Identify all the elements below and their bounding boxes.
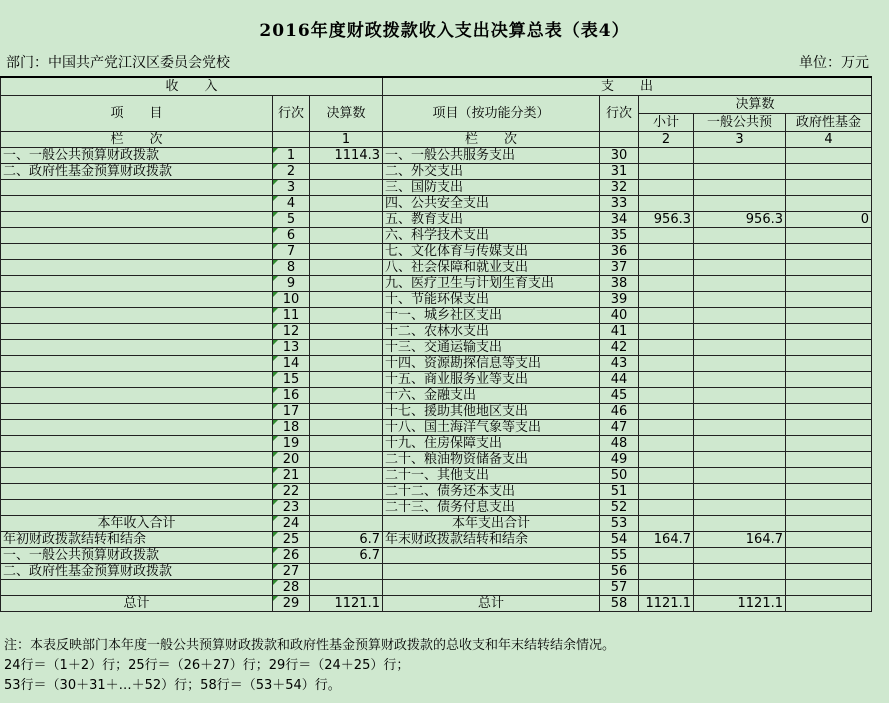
table-row [1,436,872,452]
expense-row-no: 55 [600,548,639,564]
income-amount [310,404,383,420]
expense-general-budget: 956.3 [694,212,786,228]
table-row [1,420,872,436]
table-row [1,596,872,612]
expense-general-budget [694,244,786,260]
expense-fund-budget [786,596,872,612]
expense-subtotal [639,180,694,196]
expense-row-no: 58 [600,596,639,612]
expense-item: 本年支出合计 [383,516,600,532]
income-item: 二、政府性基金预算财政拨款 [1,164,273,180]
table-row [1,308,872,324]
expense-item: 五、教育支出 [383,212,600,228]
expense-subtotal [639,452,694,468]
func-item-header: 项目（按功能分类） [383,96,600,132]
department-label: 部门：中国共产党江汉区委员会党校 [6,55,230,71]
table-row [1,452,872,468]
income-row-no: 26 [273,548,310,564]
expense-fund-budget [786,324,872,340]
table-row [1,484,872,500]
income-amount [310,484,383,500]
table-row [1,260,872,276]
expense-row-no: 38 [600,276,639,292]
income-amount [310,212,383,228]
col-2: 2 [639,132,694,148]
income-amount [310,564,383,580]
expense-general-budget [694,468,786,484]
expense-item: 二十二、债务还本支出 [383,484,600,500]
income-item [1,404,273,420]
col-4: 4 [786,132,872,148]
expense-row-no: 44 [600,372,639,388]
expense-subtotal [639,436,694,452]
unit-label: 单位：万元 [799,55,869,71]
expense-item: 八、社会保障和就业支出 [383,260,600,276]
expense-item: 四、公共安全支出 [383,196,600,212]
table-row [1,276,872,292]
expense-subtotal [639,228,694,244]
income-row-no: 2 [273,164,310,180]
expense-subtotal [639,276,694,292]
income-item [1,340,273,356]
income-item [1,500,273,516]
final-accounts-table [0,76,872,612]
income-item [1,180,273,196]
expense-general-budget [694,180,786,196]
expense-subtotal [639,148,694,164]
income-item [1,196,273,212]
expense-general-budget [694,548,786,564]
income-amount [310,324,383,340]
income-amount [310,356,383,372]
expense-fund-budget [786,260,872,276]
expense-fund-budget [786,292,872,308]
expense-fund-budget [786,532,872,548]
income-row-no: 23 [273,500,310,516]
income-amount: 6.7 [310,548,383,564]
expense-subtotal [639,404,694,420]
expense-item: 十九、住房保障支出 [383,436,600,452]
expense-general-budget [694,484,786,500]
table-row [1,212,872,228]
income-row-no: 7 [273,244,310,260]
income-amount [310,228,383,244]
expense-row-no: 50 [600,468,639,484]
expense-item: 十三、交通运输支出 [383,340,600,356]
table-row [1,564,872,580]
expense-row-no: 48 [600,436,639,452]
expense-general-budget [694,324,786,340]
expense-subtotal [639,484,694,500]
expense-item: 十四、资源勘探信息等支出 [383,356,600,372]
subtotal-header: 小计 [639,114,694,132]
income-item [1,388,273,404]
expense-general-budget [694,228,786,244]
expense-general-budget [694,196,786,212]
expense-item: 总计 [383,596,600,612]
table-row [1,580,872,596]
income-row-no: 6 [273,228,310,244]
income-row-no: 1 [273,148,310,164]
income-row-no: 24 [273,516,310,532]
income-row-no: 25 [273,532,310,548]
header-row-columns-a [1,96,872,114]
note-line-1: 注：本表反映部门本年度一般公共预算财政拨款和政府性基金预算财政拨款的总收支和年末结转结余情况。 [4,638,616,653]
income-row-no: 9 [273,276,310,292]
income-amount: 1121.1 [310,596,383,612]
income-row-no: 17 [273,404,310,420]
expense-general-budget [694,356,786,372]
expense-item: 十八、国土海洋气象等支出 [383,420,600,436]
table-row [1,340,872,356]
expense-row-no: 53 [600,516,639,532]
expense-general-budget [694,580,786,596]
expense-row-no: 34 [600,212,639,228]
col-1: 1 [310,132,383,148]
notes [4,636,615,696]
income-row-no: 20 [273,452,310,468]
expense-subtotal: 1121.1 [639,596,694,612]
table-row [1,372,872,388]
expense-subtotal [639,308,694,324]
income-amount [310,580,383,596]
expense-fund-budget [786,452,872,468]
income-item [1,324,273,340]
fund-budget-header: 政府性基金 [786,114,872,132]
expense-general-budget [694,372,786,388]
row-no-header: 行次 [273,96,310,132]
col-3: 3 [694,132,786,148]
expense-general-budget [694,564,786,580]
table-row [1,468,872,484]
expense-row-no: 32 [600,180,639,196]
income-row-no: 15 [273,372,310,388]
expense-item: 二十一、其他支出 [383,468,600,484]
income-item [1,452,273,468]
expense-subtotal [639,388,694,404]
income-amount [310,244,383,260]
income-row-no: 10 [273,292,310,308]
expense-item: 六、科学技术支出 [383,228,600,244]
income-item: 一、一般公共预算财政拨款 [1,548,273,564]
expense-item: 年末财政拨款结转和结余 [383,532,600,548]
income-amount [310,180,383,196]
expense-general-budget [694,164,786,180]
expense-fund-budget [786,276,872,292]
expense-fund-budget [786,196,872,212]
expense-row-no: 57 [600,580,639,596]
expense-general-budget [694,292,786,308]
table-row [1,500,872,516]
income-item [1,276,273,292]
expense-subtotal [639,468,694,484]
header-row-section [1,77,872,96]
expense-row-no: 43 [600,356,639,372]
income-amount [310,372,383,388]
table-row [1,516,872,532]
expense-fund-budget [786,388,872,404]
expense-item: 二、外交支出 [383,164,600,180]
note-line-2: 24行＝（1＋2）行；25行＝（26＋27）行；29行＝（24＋25）行； [4,658,410,673]
expense-subtotal [639,500,694,516]
expense-subtotal [639,292,694,308]
income-item [1,244,273,260]
income-amount: 1114.3 [310,148,383,164]
income-item [1,484,273,500]
expense-subtotal: 956.3 [639,212,694,228]
expense-general-budget: 164.7 [694,532,786,548]
expense-general-budget: 1121.1 [694,596,786,612]
table-row [1,388,872,404]
expense-subtotal [639,564,694,580]
expense-item: 十、节能环保支出 [383,292,600,308]
expense-fund-budget [786,468,872,484]
expense-fund-budget [786,420,872,436]
expense-row-no: 45 [600,388,639,404]
income-row-no: 3 [273,180,310,196]
expense-item: 十一、城乡社区支出 [383,308,600,324]
expense-subtotal [639,548,694,564]
income-item [1,372,273,388]
expense-item: 二十、粮油物资储备支出 [383,452,600,468]
expense-fund-budget [786,180,872,196]
expense-fund-budget [786,244,872,260]
income-amount [310,388,383,404]
expense-row-no: 30 [600,148,639,164]
expense-subtotal [639,340,694,356]
expense-general-budget [694,452,786,468]
table-row [1,532,872,548]
final-amount-header-2: 决算数 [639,96,872,114]
table-row [1,356,872,372]
income-amount [310,164,383,180]
expense-fund-budget [786,564,872,580]
income-item [1,228,273,244]
income-amount [310,260,383,276]
table-row [1,164,872,180]
expense-general-budget [694,340,786,356]
expense-subtotal [639,260,694,276]
income-amount [310,196,383,212]
expense-row-no: 54 [600,532,639,548]
expense-general-budget [694,420,786,436]
expense-row-no: 36 [600,244,639,260]
expense-item: 二十三、债务付息支出 [383,500,600,516]
expense-item [383,564,600,580]
final-amount-header: 决算数 [310,96,383,132]
expense-row-no: 37 [600,260,639,276]
col-label: 栏 次 [1,132,273,148]
income-amount: 6.7 [310,532,383,548]
expense-subtotal [639,356,694,372]
expense-item [383,580,600,596]
expense-header: 支 出 [383,77,872,96]
expense-fund-budget [786,404,872,420]
expense-subtotal [639,580,694,596]
income-row-no: 16 [273,388,310,404]
expense-row-no: 42 [600,340,639,356]
expense-fund-budget [786,548,872,564]
income-amount [310,420,383,436]
income-row-no: 11 [273,308,310,324]
income-amount [310,340,383,356]
table-row [1,180,872,196]
expense-item: 十五、商业服务业等支出 [383,372,600,388]
income-row-no: 13 [273,340,310,356]
expense-row-no: 52 [600,500,639,516]
expense-fund-budget [786,340,872,356]
income-row-no: 27 [273,564,310,580]
expense-subtotal: 164.7 [639,532,694,548]
income-item [1,356,273,372]
expense-row-no: 33 [600,196,639,212]
income-row-no: 22 [273,484,310,500]
income-amount [310,452,383,468]
expense-general-budget [694,148,786,164]
income-row-no: 14 [273,356,310,372]
general-budget-header: 一般公共预 [694,114,786,132]
expense-general-budget [694,436,786,452]
income-header: 收 入 [1,77,383,96]
expense-general-budget [694,500,786,516]
income-item [1,580,273,596]
expense-fund-budget [786,484,872,500]
income-item: 年初财政拨款结转和结余 [1,532,273,548]
expense-item [383,548,600,564]
income-item [1,436,273,452]
expense-row-no: 49 [600,452,639,468]
income-row-no: 4 [273,196,310,212]
expense-general-budget [694,388,786,404]
income-item [1,468,273,484]
expense-row-no: 41 [600,324,639,340]
expense-general-budget [694,276,786,292]
expense-row-no: 56 [600,564,639,580]
expense-row-no: 39 [600,292,639,308]
expense-item: 十七、援助其他地区支出 [383,404,600,420]
expense-fund-budget [786,436,872,452]
expense-item: 九、医疗卫生与计划生育支出 [383,276,600,292]
table-row [1,292,872,308]
table-row [1,404,872,420]
expense-item: 十二、农林水支出 [383,324,600,340]
expense-fund-budget [786,164,872,180]
expense-fund-budget [786,516,872,532]
expense-fund-budget: 0 [786,212,872,228]
income-item [1,308,273,324]
income-amount [310,436,383,452]
expense-subtotal [639,244,694,260]
expense-row-no: 31 [600,164,639,180]
expense-subtotal [639,324,694,340]
table-row [1,548,872,564]
income-amount [310,308,383,324]
income-amount [310,516,383,532]
income-item [1,292,273,308]
expense-subtotal [639,164,694,180]
income-row-no: 28 [273,580,310,596]
expense-fund-budget [786,356,872,372]
expense-subtotal [639,516,694,532]
expense-general-budget [694,308,786,324]
expense-general-budget [694,404,786,420]
income-row-no: 8 [273,260,310,276]
table-row [1,244,872,260]
expense-fund-budget [786,500,872,516]
income-item: 二、政府性基金预算财政拨款 [1,564,273,580]
row-no-header-2: 行次 [600,96,639,132]
col-label-2: 栏 次 [383,132,600,148]
expense-fund-budget [786,580,872,596]
income-amount [310,292,383,308]
income-item: 一、一般公共预算财政拨款 [1,148,273,164]
expense-subtotal [639,420,694,436]
item-header: 项 目 [1,96,273,132]
expense-subtotal [639,196,694,212]
table-row [1,324,872,340]
income-amount [310,276,383,292]
income-row-no: 21 [273,468,310,484]
income-row-no: 29 [273,596,310,612]
income-item: 本年收入合计 [1,516,273,532]
income-item: 总计 [1,596,273,612]
table-row [1,228,872,244]
expense-item: 三、国防支出 [383,180,600,196]
expense-fund-budget [786,148,872,164]
expense-item: 一、一般公共服务支出 [383,148,600,164]
expense-subtotal [639,372,694,388]
report-title: 2016年度财政拨款收入支出决算总表（表4） [259,21,630,41]
expense-general-budget [694,516,786,532]
income-item [1,420,273,436]
expense-row-no: 46 [600,404,639,420]
expense-item: 十六、金融支出 [383,388,600,404]
expense-fund-budget [786,228,872,244]
table-row [1,196,872,212]
income-row-no: 19 [273,436,310,452]
income-item [1,260,273,276]
income-row-no: 5 [273,212,310,228]
income-item [1,212,273,228]
expense-general-budget [694,260,786,276]
expense-row-no: 40 [600,308,639,324]
expense-row-no: 47 [600,420,639,436]
expense-row-no: 51 [600,484,639,500]
expense-row-no: 35 [600,228,639,244]
table-row [1,148,872,164]
column-index-row [1,132,872,148]
expense-item: 七、文化体育与传媒支出 [383,244,600,260]
expense-fund-budget [786,372,872,388]
income-row-no: 12 [273,324,310,340]
expense-fund-budget [786,308,872,324]
note-line-3: 53行＝（30＋31＋…＋52）行；58行＝（53＋54）行。 [4,678,341,693]
income-amount [310,468,383,484]
income-amount [310,500,383,516]
income-row-no: 18 [273,420,310,436]
